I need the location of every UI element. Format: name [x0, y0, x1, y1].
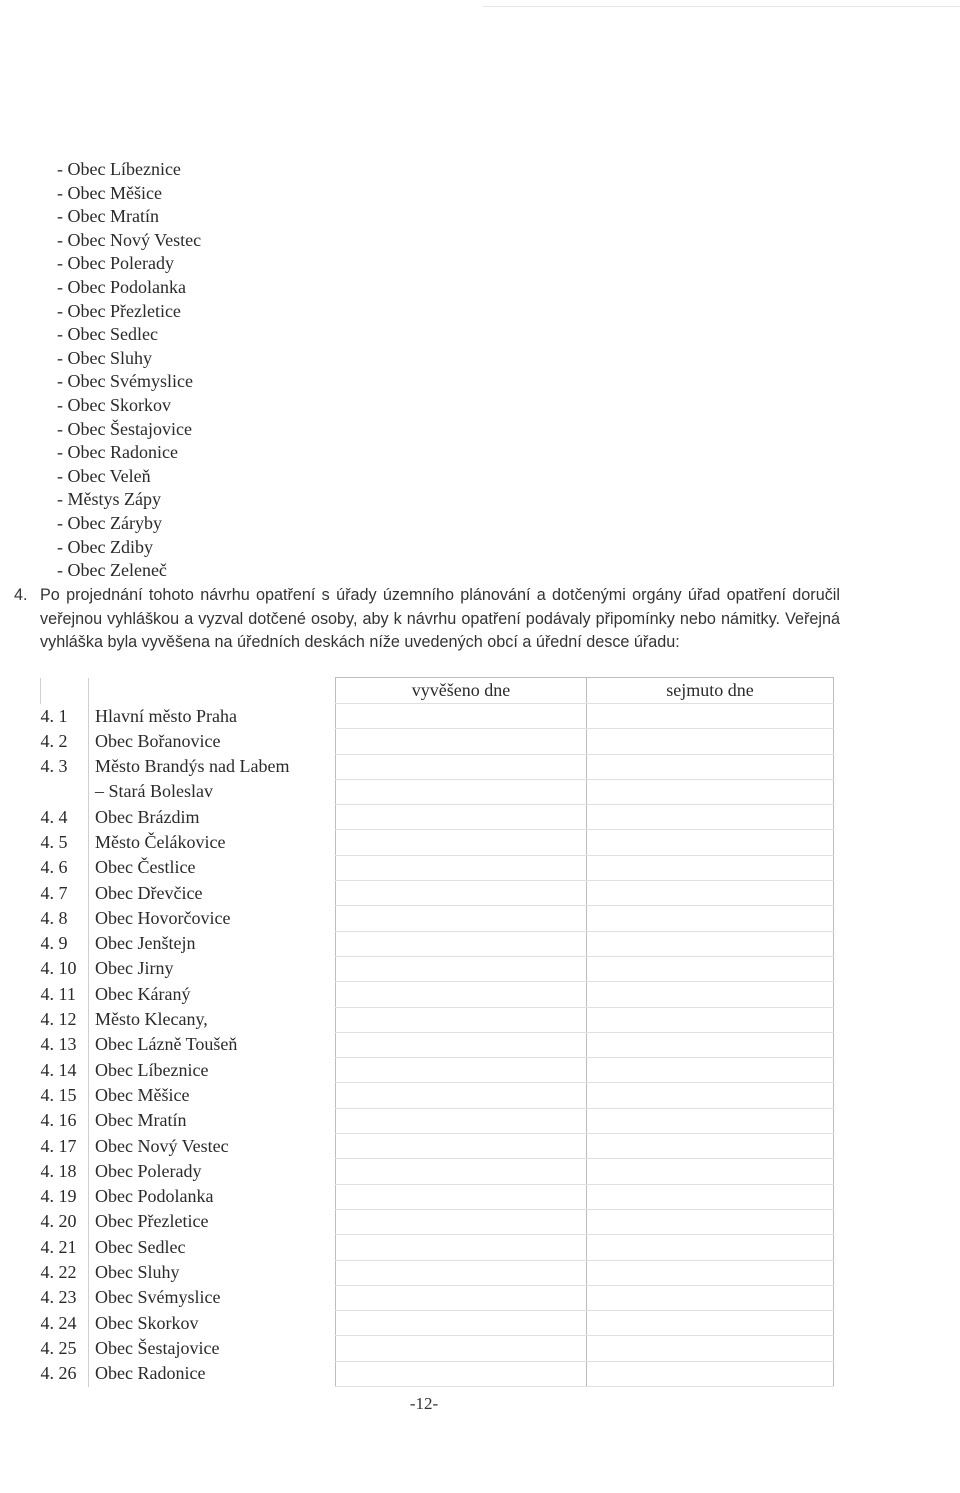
posted-date-cell: [336, 1134, 587, 1159]
row-municipality: Město Brandýs nad Labem: [95, 756, 290, 777]
row-municipality: Obec Bořanovice: [95, 730, 221, 751]
list-item: - Obec Záryby: [57, 512, 162, 533]
row-municipality: Hlavní město Praha: [95, 705, 237, 726]
removed-date-cell: [587, 982, 834, 1007]
table-row: [41, 1108, 834, 1133]
removed-date-cell: [587, 1007, 834, 1032]
list-item: - Obec Zdiby: [57, 536, 153, 557]
removed-date-cell: [587, 729, 834, 754]
list-item: - Obec Polerady: [57, 253, 174, 274]
row-municipality: Město Klecany,: [95, 1009, 208, 1030]
removed-date-cell: [587, 1058, 834, 1083]
row-municipality: Obec Svémyslice: [95, 1287, 221, 1308]
list-item: - Obec Skorkov: [57, 394, 171, 415]
row-number: 4. 20: [41, 1209, 89, 1234]
posted-date-cell: [336, 855, 587, 880]
row-number: 4. 8: [41, 906, 89, 931]
posted-date-cell: [336, 779, 587, 804]
posted-date-cell: [336, 1159, 587, 1184]
row-municipality: Obec Hovorčovice: [95, 907, 231, 928]
row-number: 4. 22: [41, 1260, 89, 1285]
posted-date-cell: [336, 1184, 587, 1209]
row-municipality: Obec Nový Vestec: [95, 1135, 229, 1156]
row-municipality: – Stará Boleslav: [95, 781, 213, 802]
removed-date-cell: [587, 1235, 834, 1260]
list-item: - Obec Sedlec: [57, 324, 158, 345]
posted-date-cell: [336, 982, 587, 1007]
row-number: 4. 13: [41, 1032, 89, 1057]
row-number: 4. 3: [41, 754, 89, 779]
row-number: 4. 1: [41, 704, 89, 729]
page-number: -12-: [409, 1394, 439, 1413]
table-row: [41, 881, 834, 906]
row-municipality: Obec Měšice: [95, 1084, 190, 1105]
removed-date-cell: [587, 1311, 834, 1336]
removed-date-cell: [587, 1032, 834, 1057]
removed-date-cell: [587, 931, 834, 956]
row-municipality: Obec Dřevčice: [95, 882, 203, 903]
table-row: [41, 805, 834, 830]
row-number: 4. 24: [41, 1311, 89, 1336]
row-number: 4. 6: [41, 855, 89, 880]
header-removed: sejmuto dne: [587, 678, 834, 704]
removed-date-cell: [587, 1108, 834, 1133]
section-4-paragraph: [14, 584, 840, 655]
row-number: 4. 10: [41, 956, 89, 981]
posted-date-cell: [336, 931, 587, 956]
posted-date-cell: [336, 1361, 587, 1386]
removed-date-cell: [587, 1184, 834, 1209]
header-posted: vyvěšeno dne: [336, 678, 587, 704]
table-row: [41, 729, 834, 754]
table-row: [41, 754, 834, 779]
removed-date-cell: [587, 855, 834, 880]
row-number: 4. 5: [41, 830, 89, 855]
posted-date-cell: [336, 906, 587, 931]
table-row: [41, 1083, 834, 1108]
removed-date-cell: [587, 1083, 834, 1108]
row-number: 4. 14: [41, 1058, 89, 1083]
list-item: - Obec Přezletice: [57, 300, 181, 321]
list-item: - Obec Měšice: [57, 182, 162, 203]
posted-date-cell: [336, 1260, 587, 1285]
row-number: 4. 2: [41, 729, 89, 754]
table-row: [41, 1159, 834, 1184]
removed-date-cell: [587, 1285, 834, 1310]
table-row: [41, 1361, 834, 1386]
row-number: 4. 11: [41, 982, 89, 1007]
table-row: [41, 956, 834, 981]
removed-date-cell: [587, 1159, 834, 1184]
row-municipality: Obec Sedlec: [95, 1236, 186, 1257]
row-number: 4. 21: [41, 1235, 89, 1260]
row-number: 4. 4: [41, 805, 89, 830]
table-row: [41, 1311, 834, 1336]
row-municipality: Obec Přezletice: [95, 1211, 209, 1232]
removed-date-cell: [587, 1134, 834, 1159]
notice-board-table: [40, 677, 834, 1387]
table-row: [41, 1007, 834, 1032]
list-item: - Obec Sluhy: [57, 347, 152, 368]
list-item: - Obec Nový Vestec: [57, 229, 202, 250]
table-row: [41, 779, 834, 804]
row-municipality: Obec Mratín: [95, 1110, 187, 1131]
municipalities-list: [57, 158, 201, 583]
removed-date-cell: [587, 881, 834, 906]
table-row: [41, 982, 834, 1007]
row-municipality: Obec Polerady: [95, 1160, 202, 1181]
list-item: - Obec Mratín: [57, 206, 159, 227]
posted-date-cell: [336, 1007, 587, 1032]
section-text: Po projednání tohoto návrhu opatření s úřady územního plánování a dotčenými orgány úřad opatření doručil veřejnou vyhláškou a vyzval dotčené osoby, aby k návrhu opatření podávaly připomínky nebo námitky. Veřejná vyhláška byla vyvěšena na úředních deskách níže uvedených obcí a úřední desce úřadu:: [40, 586, 840, 651]
row-municipality: Obec Káraný: [95, 983, 191, 1004]
header-name-cell: [89, 678, 336, 704]
removed-date-cell: [587, 754, 834, 779]
row-municipality: Obec Jenštejn: [95, 933, 196, 954]
removed-date-cell: [587, 704, 834, 729]
table-row: [41, 1285, 834, 1310]
table-row: [41, 704, 834, 729]
row-municipality: Obec Líbeznice: [95, 1059, 209, 1080]
list-item: - Obec Šestajovice: [57, 418, 192, 439]
row-number: 4. 19: [41, 1184, 89, 1209]
removed-date-cell: [587, 1209, 834, 1234]
removed-date-cell: [587, 956, 834, 981]
removed-date-cell: [587, 906, 834, 931]
row-number: 4. 9: [41, 931, 89, 956]
list-item: - Obec Podolanka: [57, 276, 186, 297]
table-row: [41, 1260, 834, 1285]
row-number: 4. 12: [41, 1007, 89, 1032]
list-item: - Městys Zápy: [57, 489, 161, 510]
row-number: 4. 17: [41, 1134, 89, 1159]
table-row: [41, 1209, 834, 1234]
posted-date-cell: [336, 1058, 587, 1083]
list-item: - Obec Veleň: [57, 465, 151, 486]
row-municipality: Obec Radonice: [95, 1363, 206, 1384]
posted-date-cell: [336, 1108, 587, 1133]
table-row: [41, 1032, 834, 1057]
row-municipality: Město Čelákovice: [95, 831, 226, 852]
row-number: 4. 23: [41, 1285, 89, 1310]
posted-date-cell: [336, 1083, 587, 1108]
table-row: [41, 1184, 834, 1209]
table-row: [41, 1235, 834, 1260]
row-municipality: Obec Podolanka: [95, 1186, 214, 1207]
posted-date-cell: [336, 754, 587, 779]
list-item: - Obec Radonice: [57, 442, 178, 463]
row-municipality: Obec Lázně Toušeň: [95, 1034, 238, 1055]
list-item: - Obec Líbeznice: [57, 159, 181, 179]
row-municipality: Obec Čestlice: [95, 857, 196, 878]
posted-date-cell: [336, 1336, 587, 1361]
table-header-row: [41, 678, 834, 704]
row-municipality: Obec Jirny: [95, 958, 174, 979]
section-number: 4.: [14, 586, 28, 604]
table-row: [41, 1336, 834, 1361]
row-municipality: Obec Šestajovice: [95, 1337, 220, 1358]
row-number: 4. 16: [41, 1108, 89, 1133]
row-municipality: Obec Skorkov: [95, 1312, 199, 1333]
table-row: [41, 931, 834, 956]
row-number: 4. 26: [41, 1361, 89, 1386]
posted-date-cell: [336, 1235, 587, 1260]
posted-date-cell: [336, 1209, 587, 1234]
top-rule: [483, 6, 960, 7]
row-number: 4. 18: [41, 1159, 89, 1184]
posted-date-cell: [336, 881, 587, 906]
removed-date-cell: [587, 830, 834, 855]
row-number: [41, 779, 89, 804]
removed-date-cell: [587, 1361, 834, 1386]
table-row: [41, 1058, 834, 1083]
table-row: [41, 906, 834, 931]
row-number: 4. 7: [41, 881, 89, 906]
row-number: 4. 15: [41, 1083, 89, 1108]
posted-date-cell: [336, 729, 587, 754]
posted-date-cell: [336, 830, 587, 855]
removed-date-cell: [587, 1260, 834, 1285]
row-number: 4. 25: [41, 1336, 89, 1361]
header-num-cell: [41, 678, 89, 704]
posted-date-cell: [336, 704, 587, 729]
removed-date-cell: [587, 805, 834, 830]
table-row: [41, 1134, 834, 1159]
row-municipality: Obec Sluhy: [95, 1262, 180, 1283]
list-item: - Obec Zeleneč: [57, 560, 167, 581]
table-row: [41, 855, 834, 880]
posted-date-cell: [336, 1285, 587, 1310]
list-item: - Obec Svémyslice: [57, 371, 193, 392]
posted-date-cell: [336, 805, 587, 830]
removed-date-cell: [587, 779, 834, 804]
posted-date-cell: [336, 1032, 587, 1057]
row-municipality: Obec Brázdim: [95, 806, 200, 827]
table-row: [41, 830, 834, 855]
removed-date-cell: [587, 1336, 834, 1361]
posted-date-cell: [336, 956, 587, 981]
posted-date-cell: [336, 1311, 587, 1336]
